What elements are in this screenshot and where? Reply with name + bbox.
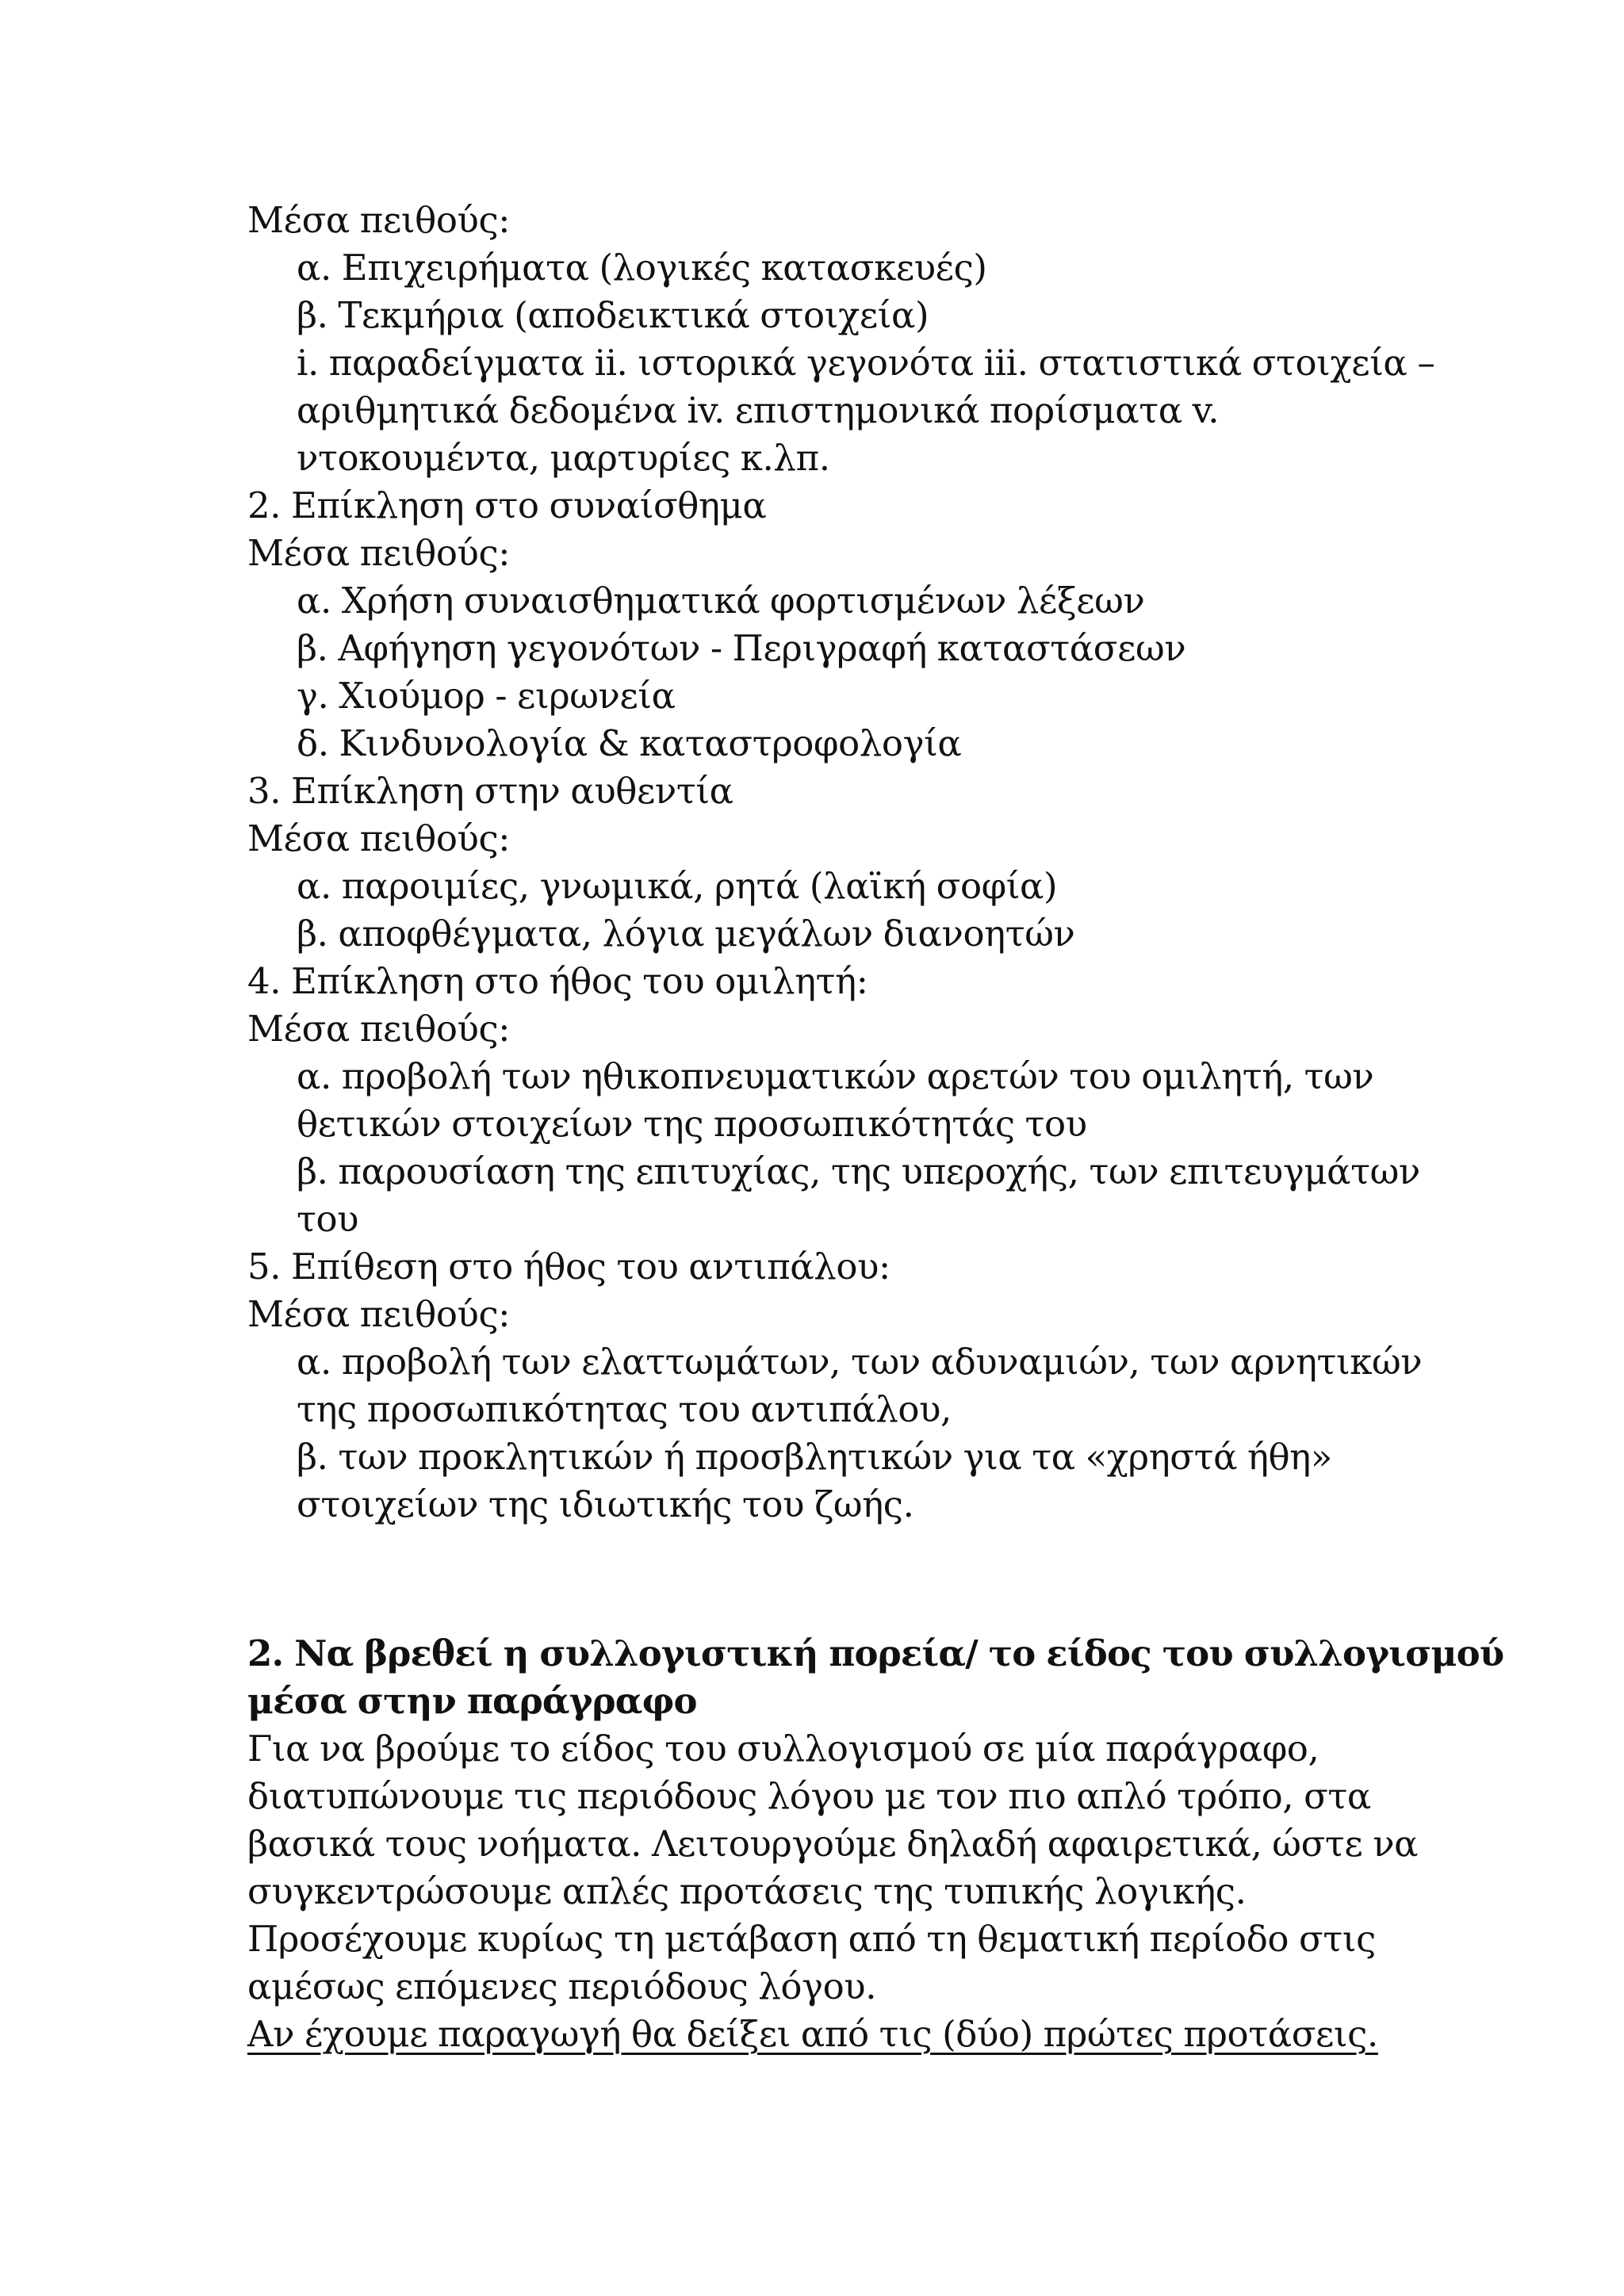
section-2-body-line: Για να βρούμε το είδος του συλλογισμού σε μία παράγραφο,	[247, 1728, 1320, 1770]
list-item: α. παροιμίες, γνωμικά, ρητά (λαϊκή σοφία)	[297, 865, 1058, 907]
list-item: στοιχείων της ιδιωτικής του ζωής.	[297, 1483, 914, 1525]
list-item: α. προβολή των ηθικοπνευματικών αρετών του ομιλητή, των	[297, 1055, 1374, 1097]
section-2-body-line: διατυπώνουμε τις περιόδους λόγου με τον πιο απλό τρόπο, στα	[247, 1775, 1371, 1817]
section-2-heading-line-1: 2. Να βρεθεί η συλλογιστική πορεία/ το είδος του συλλογισμού	[247, 1632, 1504, 1674]
list-item: της προσωπικότητας του αντιπάλου,	[297, 1388, 952, 1430]
list-heading: 5. Επίθεση στο ήθος του αντιπάλου:	[247, 1246, 891, 1288]
list-heading: Μέσα πειθούς:	[247, 817, 511, 859]
list-item: i. παραδείγματα ii. ιστορικά γεγονότα iii. στατιστικά στοιχεία –	[297, 342, 1435, 384]
section-2-body-line: βασικά τους νοήματα. Λειτουργούμε δηλαδή αφαιρετικά, ώστε να	[247, 1823, 1419, 1865]
list-heading: 4. Επίκληση στο ήθος του ομιλητή:	[247, 960, 868, 1002]
section-2-underlined-line	[247, 2011, 1405, 2058]
list-heading: Μέσα πειθούς:	[247, 532, 511, 574]
section-2-heading-line-2: μέσα στην παράγραφο	[247, 1680, 697, 1722]
list-item: δ. Κινδυνολογία & καταστροφολογία	[297, 722, 962, 764]
list-item: α. Επιχειρήματα (λογικές κατασκευές)	[297, 247, 987, 289]
list-heading: Μέσα πειθούς:	[247, 199, 511, 241]
list-item: β. Τεκμήρια (αποδεικτικά στοιχεία)	[297, 294, 929, 336]
list-heading: Μέσα πειθούς:	[247, 1293, 511, 1335]
list-item: β. Αφήγηση γεγονότων - Περιγραφή καταστάσεων	[297, 627, 1186, 669]
list-item: του	[297, 1198, 359, 1240]
section-2	[247, 1630, 1504, 2058]
persuasion-means-list	[247, 197, 1435, 1529]
list-item: α. προβολή των ελαττωμάτων, των αδυναμιών, των αρνητικών	[297, 1341, 1423, 1383]
list-item: β. των προκλητικών ή προσβλητικών για τα «χρηστά ήθη»	[297, 1436, 1332, 1478]
list-item: β. παρουσίαση της επιτυχίας, της υπεροχής, των επιτευγμάτων	[297, 1150, 1420, 1192]
list-item: γ. Χιούμορ - ειρωνεία	[297, 675, 676, 717]
list-item: β. αποφθέγματα, λόγια μεγάλων διανοητών	[297, 913, 1075, 955]
list-item: αριθμητικά δεδομένα iv. επιστημονικά πορίσματα v.	[297, 389, 1220, 431]
list-item: α. Χρήση συναισθηματικά φορτισμένων λέξεων	[297, 580, 1145, 622]
section-2-body-line: συγκεντρώσουμε απλές προτάσεις της τυπικής λογικής.	[247, 1870, 1247, 1912]
list-heading: Μέσα πειθούς:	[247, 1008, 511, 1050]
section-2-body-line: αμέσως επόμενες περιόδους λόγου.	[247, 1965, 877, 2007]
section-2-body-line: Προσέχουμε κυρίως τη μετάβαση από τη θεματική περίοδο στις	[247, 1918, 1376, 1960]
page-content	[247, 197, 1504, 2058]
section-gap	[247, 1529, 1405, 1630]
underlined-text: Αν έχουμε παραγωγή θα δείξει από τις (δύο) πρώτες προτάσεις.	[247, 2013, 1378, 2055]
list-heading: 2. Επίκληση στο συναίσθημα	[247, 484, 767, 526]
list-item: θετικών στοιχείων της προσωπικότητάς του	[297, 1103, 1087, 1145]
list-heading: 3. Επίκληση στην αυθεντία	[247, 770, 733, 812]
list-item: ντοκουμέντα, μαρτυρίες κ.λπ.	[297, 437, 830, 479]
